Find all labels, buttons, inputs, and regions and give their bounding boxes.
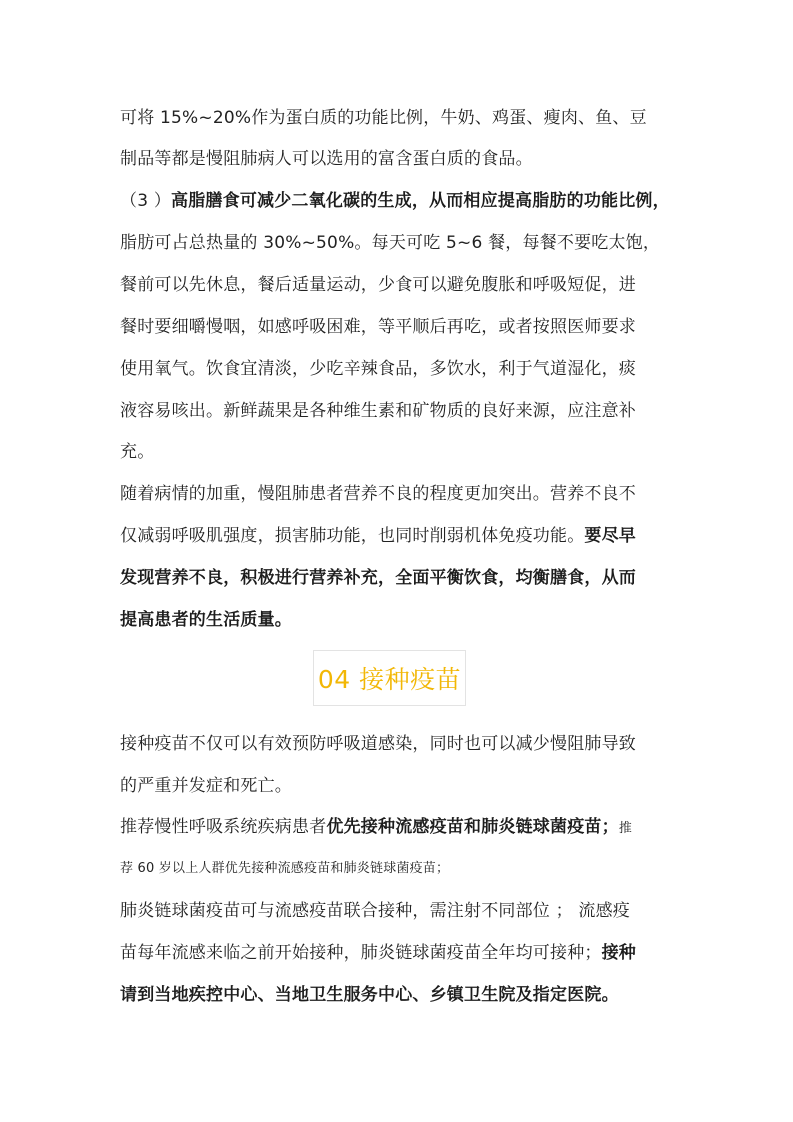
paragraph-recommend-line-2: 荐 60 岁以上人群优先接种流感疫苗和肺炎链球菌疫苗； bbox=[120, 861, 450, 876]
nutrition-bold-text: 要尽早 bbox=[584, 526, 637, 546]
paragraph-fat-line-3: 餐前可以先休息，餐后适量运动，少食可以避免腹胀和呼吸短促，进 bbox=[120, 275, 636, 295]
section-heading bbox=[313, 650, 466, 706]
paragraph-combined-line-3: 请到当地疾控中心、当地卫生服务中心、乡镇卫生院及指定医院。 bbox=[120, 985, 619, 1005]
paragraph-combined-line-2 bbox=[120, 941, 680, 965]
paragraph-combined-line-1: 肺炎链球菌疫苗可与流感疫苗联合接种，需注射不同部位 ； 流感疫 bbox=[120, 901, 631, 921]
paragraph-nutrition-line-4: 提高患者的生活质量。 bbox=[120, 610, 292, 630]
list-marker: （3 ） bbox=[120, 191, 172, 211]
combined-text: 苗每年流感来临之前开始接种，肺炎链球菌疫苗全年均可接种； bbox=[120, 943, 602, 963]
paragraph-recommend-line-1 bbox=[120, 815, 680, 841]
paragraph-protein-line-2: 制品等都是慢阻肺病人可以选用的富含蛋白质的食品。 bbox=[120, 149, 533, 169]
paragraph-fat-line-6: 液容易咳出。新鲜蔬果是各种维生素和矿物质的良好来源，应注意补 bbox=[120, 401, 636, 421]
paragraph-nutrition-line-2 bbox=[120, 524, 680, 548]
recommend-text: 推荐慢性呼吸系统疾病患者 bbox=[120, 817, 327, 837]
paragraph-fat-line-5: 使用氧气。饮食宜清淡，少吃辛辣食品，多饮水，利于气道湿化，痰 bbox=[120, 359, 636, 379]
paragraph-fat-line-4: 餐时要细嚼慢咽，如感呼吸困难，等平顺后再吃，或者按照医师要求 bbox=[120, 317, 636, 337]
paragraph-protein-line-1: 可将 15%~20%作为蛋白质的功能比例，牛奶、鸡蛋、瘦肉、鱼、豆 bbox=[120, 108, 647, 128]
bold-statement: 高脂膳食可减少二氧化碳的生成，从而相应提高脂肪的功能比例， bbox=[171, 191, 670, 211]
paragraph-fat-line-1 bbox=[120, 189, 680, 213]
paragraph-fat-line-2: 脂肪可占总热量的 30%~50%。每天可吃 5~6 餐，每餐不要吃太饱， bbox=[120, 233, 661, 253]
paragraph-fat-line-7: 充。 bbox=[120, 442, 155, 462]
recommend-bold-text: 优先接种流感疫苗和肺炎链球菌疫苗； bbox=[326, 817, 619, 837]
paragraph-vaccine-line-2: 的严重并发症和死亡。 bbox=[120, 776, 292, 796]
paragraph-nutrition-line-3: 发现营养不良，积极进行营养补充，全面平衡饮食，均衡膳食，从而 bbox=[120, 568, 636, 588]
paragraph-vaccine-line-1: 接种疫苗不仅可以有效预防呼吸道感染，同时也可以减少慢阻肺导致 bbox=[120, 734, 636, 754]
section-heading-text: 04 接种疫苗 bbox=[317, 665, 462, 694]
paragraph-nutrition-line-1: 随着病情的加重，慢阻肺患者营养不良的程度更加突出。营养不良不 bbox=[120, 484, 636, 504]
combined-bold-text: 接种 bbox=[601, 943, 637, 963]
recommend-small-text: 推 bbox=[618, 821, 633, 836]
nutrition-text: 仅减弱呼吸肌强度，损害肺功能，也同时削弱机体免疫功能。 bbox=[120, 526, 585, 546]
